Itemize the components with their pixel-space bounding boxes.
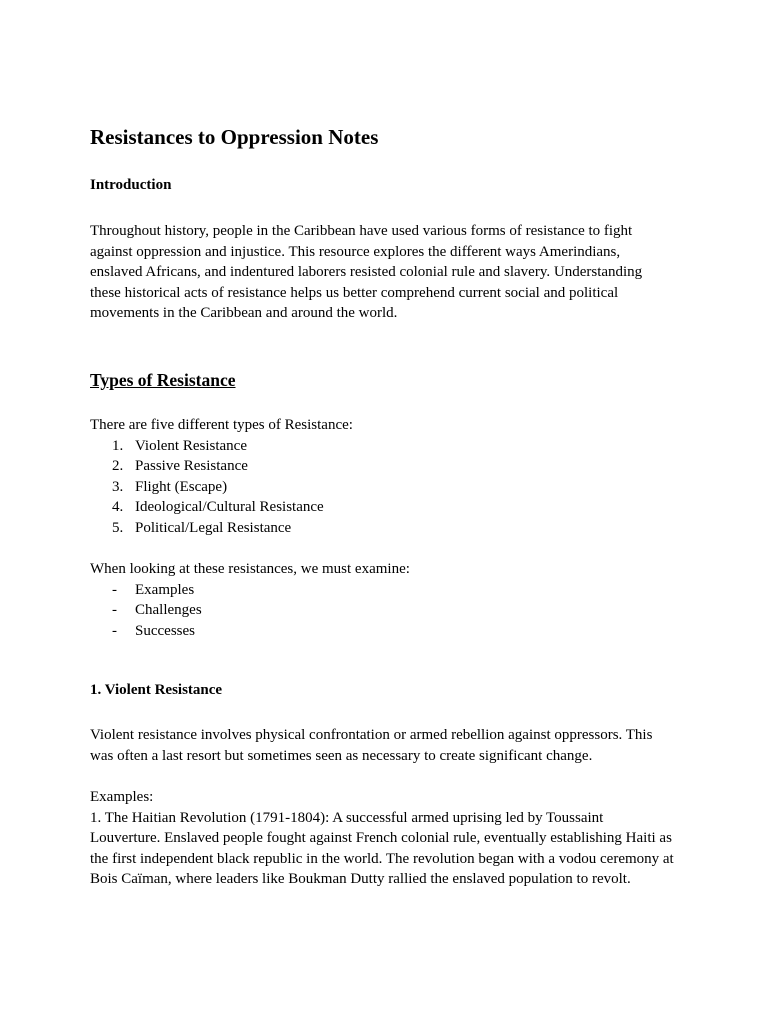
list-marker: -	[112, 622, 117, 639]
list-item-text: Passive Resistance	[135, 458, 248, 475]
list-item	[90, 477, 324, 498]
list-marker: 2.	[112, 458, 124, 475]
violent-resistance-paragraph	[90, 725, 684, 766]
list-item-text: Examples	[135, 581, 195, 598]
list-item	[90, 580, 202, 601]
paragraph-line: 1. The Haitian Revolution (1791-1804): A successful armed uprising led by Toussaint	[90, 809, 604, 826]
list-item	[90, 518, 324, 539]
paragraph-line: Violent resistance involves physical confrontation or armed rebellion against oppressors. This	[90, 727, 653, 743]
paragraph-line: the first independent black republic in the world. The revolution began with a vodou ceremony at	[90, 850, 674, 867]
list-item	[90, 497, 324, 518]
list-marker: 5.	[112, 519, 124, 536]
paragraph-line: was often a last resort but sometimes seen as necessary to create significant change.	[90, 747, 593, 764]
introduction-heading: Introduction	[90, 177, 172, 193]
types-lead-text: There are five different types of Resistance:	[90, 417, 353, 433]
paragraph-line: these historical acts of resistance helps us better comprehend current social and political	[90, 284, 619, 301]
list-item	[90, 621, 202, 642]
types-of-resistance-heading: Types of Resistance	[90, 370, 236, 390]
examples-paragraph	[90, 787, 684, 890]
list-marker: -	[112, 581, 117, 598]
violent-resistance-heading: 1. Violent Resistance	[90, 682, 223, 698]
list-item-text: Political/Legal Resistance	[135, 519, 292, 536]
resistance-types-list	[90, 436, 324, 539]
list-item-text: Violent Resistance	[135, 437, 247, 454]
paragraph-line: Throughout history, people in the Caribbean have used various forms of resistance to fight	[90, 223, 633, 239]
paragraph-line: against oppression and injustice. This resource explores the different ways Amerindians,	[90, 243, 621, 260]
paragraph-line: enslaved Africans, and indentured laborers resisted colonial rule and slavery. Understanding	[90, 264, 643, 281]
paragraph-line: Bois Caïman, where leaders like Boukman Dutty rallied the enslaved population to revolt.	[90, 871, 631, 888]
list-item	[90, 436, 324, 457]
list-marker: -	[112, 602, 117, 619]
examples-label: Examples:	[90, 789, 154, 805]
list-marker: 3.	[112, 478, 124, 495]
paragraph-line: movements in the Caribbean and around the world.	[90, 305, 398, 322]
examine-list	[90, 580, 202, 642]
list-item-text: Successes	[135, 622, 195, 639]
list-item	[90, 456, 324, 477]
paragraph-line: Louverture. Enslaved people fought against French colonial rule, eventually establishing Haiti as	[90, 830, 672, 847]
introduction-paragraph	[90, 221, 684, 324]
list-item-text: Challenges	[135, 602, 202, 619]
list-marker: 4.	[112, 499, 124, 516]
list-item	[90, 600, 202, 621]
list-item-text: Flight (Escape)	[135, 478, 228, 495]
examine-lead-text: When looking at these resistances, we must examine:	[90, 561, 410, 577]
list-item-text: Ideological/Cultural Resistance	[135, 499, 324, 516]
list-marker: 1.	[112, 437, 124, 454]
document-title: Resistances to Oppression Notes	[90, 125, 379, 149]
